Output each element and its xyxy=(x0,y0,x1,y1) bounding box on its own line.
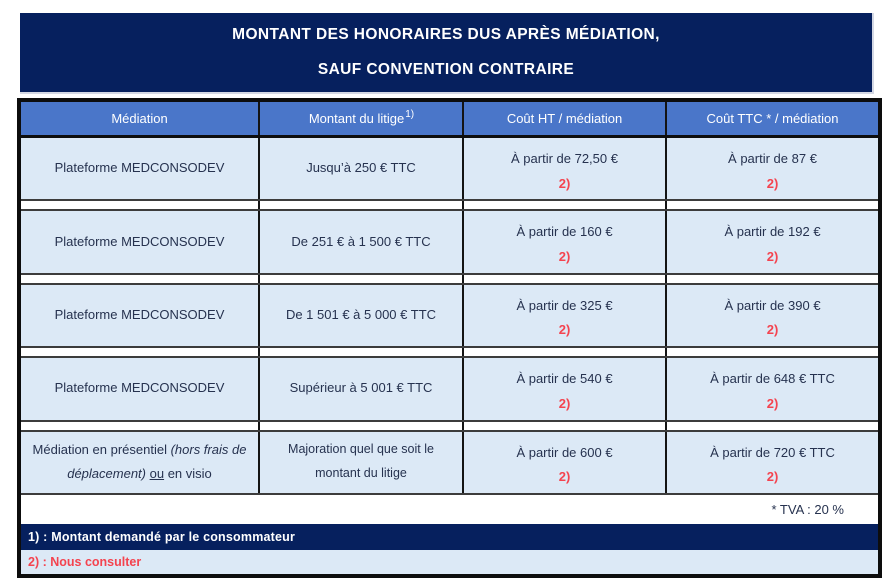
cell-mediation: Plateforme MEDCONSODEV xyxy=(54,233,225,249)
footnote-1: 1) : Montant demandé par le consommateur xyxy=(28,529,296,544)
mediation-text-underline: ou xyxy=(149,466,165,482)
table-row xyxy=(21,283,878,348)
table-row xyxy=(21,138,878,201)
footnote-2: 2) : Nous consulter xyxy=(28,554,142,569)
table-row xyxy=(21,356,878,421)
footnote-2-row xyxy=(21,550,878,574)
cost-value: À partir de 325 € xyxy=(516,297,613,313)
footnote-1-row xyxy=(21,524,878,550)
mediation-text: Médiation en présentiel xyxy=(32,441,171,457)
header-mediation: Médiation xyxy=(111,111,168,126)
cell-cout-ttc xyxy=(665,358,878,419)
cell-litige: Majoration quel que soit le montant du litige xyxy=(258,432,462,493)
cost-footnote-ref: 2) xyxy=(766,175,779,191)
fees-table xyxy=(17,98,882,578)
cell-litige: Jusqu’à 250 € TTC xyxy=(258,138,462,199)
cell-cout-ht xyxy=(462,285,665,346)
row-spacer xyxy=(21,348,878,356)
cost-value: À partir de 192 € xyxy=(724,224,821,240)
title-line-1: MONTANT DES HONORAIRES DUS APRÈS MÉDIATION, xyxy=(232,26,660,43)
tva-note-row xyxy=(21,495,878,524)
title-line-2: SAUF CONVENTION CONTRAIRE xyxy=(317,61,575,78)
cell-cout-ht xyxy=(462,358,665,419)
cell-cout-ttc xyxy=(665,432,878,493)
table-header-row xyxy=(21,102,878,138)
cost-value: À partir de 540 € xyxy=(516,371,613,387)
table-row xyxy=(21,209,878,274)
cell-cout-ttc xyxy=(665,285,878,346)
cost-value: À partir de 720 € TTC xyxy=(710,444,835,460)
cost-value: À partir de 87 € xyxy=(728,151,817,166)
tva-note: * TVA : 20 % xyxy=(771,501,844,517)
cost-footnote-ref: 2) xyxy=(558,249,571,265)
cell-cout-ht xyxy=(462,138,665,199)
mediation-text-italic: (hors frais de déplacement) xyxy=(67,441,247,482)
cost-footnote-ref: 2) xyxy=(558,175,571,191)
row-spacer xyxy=(21,422,878,430)
cell-litige: Supérieur à 5 001 € TTC xyxy=(258,358,462,419)
cost-footnote-ref: 2) xyxy=(558,469,571,485)
cell-cout-ht xyxy=(462,211,665,272)
row-spacer xyxy=(21,201,878,209)
cost-footnote-ref: 2) xyxy=(766,395,779,411)
table-row xyxy=(21,430,878,495)
row-spacer xyxy=(21,275,878,283)
cell-mediation xyxy=(21,432,258,493)
header-footnote-ref: 1) xyxy=(405,109,415,120)
cell-litige: De 1 501 € à 5 000 € TTC xyxy=(258,285,462,346)
cell-mediation: Plateforme MEDCONSODEV xyxy=(54,307,225,323)
cost-footnote-ref: 2) xyxy=(558,322,571,338)
cost-value: À partir de 600 € xyxy=(516,444,613,460)
cell-litige: De 251 € à 1 500 € TTC xyxy=(258,211,462,272)
cell-cout-ttc xyxy=(665,138,878,199)
cost-footnote-ref: 2) xyxy=(558,395,571,411)
header-cout-ht: Coût HT / médiation xyxy=(462,102,665,135)
cell-mediation: Plateforme MEDCONSODEV xyxy=(54,160,225,176)
cost-value: À partir de 648 € TTC xyxy=(710,371,835,387)
header-montant-litige: Montant du litige $^{1)}$ xyxy=(258,102,462,135)
header-cout-ttc: Coût TTC * / médiation xyxy=(665,102,878,135)
cost-footnote-ref: 2) xyxy=(766,469,779,485)
mediation-text: en visio xyxy=(164,466,212,482)
cell-mediation: Plateforme MEDCONSODEV xyxy=(54,380,225,396)
title-banner xyxy=(20,13,874,94)
cost-value: À partir de 72,50 € xyxy=(511,151,618,166)
cost-footnote-ref: 2) xyxy=(766,249,779,265)
cell-cout-ttc xyxy=(665,211,878,272)
cost-footnote-ref: 2) xyxy=(766,322,779,338)
cell-cout-ht xyxy=(462,432,665,493)
cost-value: À partir de 390 € xyxy=(724,297,821,313)
cost-value: À partir de 160 € xyxy=(516,224,613,240)
